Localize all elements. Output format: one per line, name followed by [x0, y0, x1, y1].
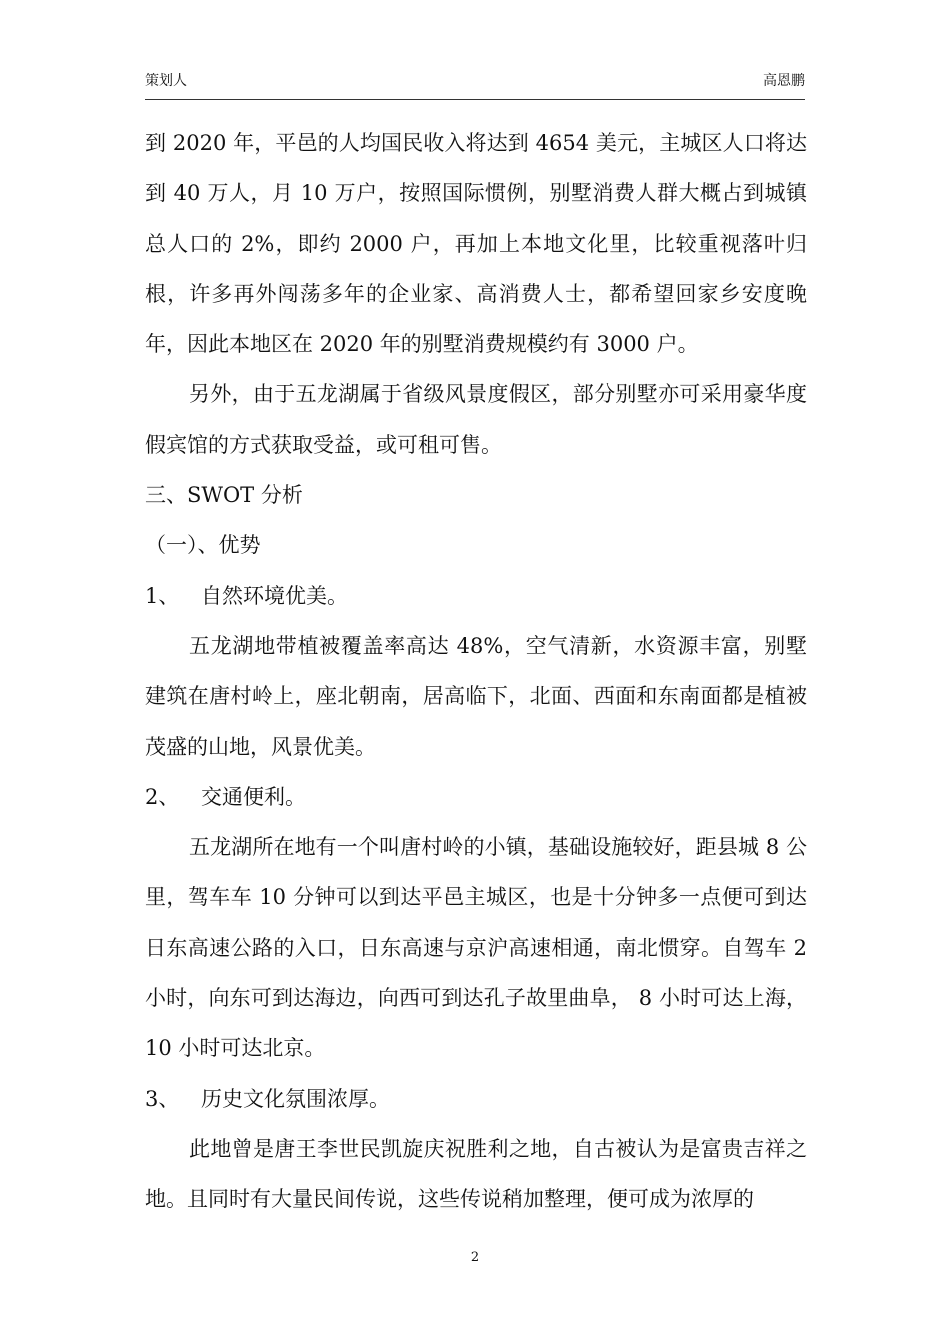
- list-item-1: [145, 571, 807, 621]
- document-body: [145, 118, 807, 1225]
- list-item-2-number: 2、: [145, 784, 180, 809]
- page-number: 2: [470, 1250, 480, 1265]
- list-item-1-number: 1、: [145, 583, 180, 608]
- paragraph-resort-option: 另外，由于五龙湖属于省级风景度假区，部分别墅亦可采用豪华度假宾馆的方式获取受益，或可租可售。: [145, 382, 807, 457]
- header-author-name: 高恩鹏: [763, 73, 805, 89]
- paragraph-consumer-scale: 到 2020 年，平邑的人均国民收入将达到 4654 美元，主城区人口将达到 40 万人，月 10 万户，按照国际惯例，别墅消费人群大概占到城镇总人口的 2%，即约 2000 户，再加上本地文化里，比较重视落叶归根，许多再外闯荡多年的企业家、高消费人士，都希望回家乡安度晚年，因此本地区在 2020 年的别墅消费规模约有 3000 户。: [145, 131, 807, 357]
- paragraph-natural-environment: 五龙湖地带植被覆盖率高达 48%，空气清新，水资源丰富，别墅建筑在唐村岭上，座北朝南，居高临下，北面、西面和东南面都是植被茂盛的山地，风景优美。: [145, 633, 807, 759]
- header-divider: [145, 99, 805, 100]
- list-item-1-label: 自然环境优美。: [201, 583, 348, 608]
- subsection-title-strengths: （一）、优势: [145, 533, 261, 558]
- list-item-2-label: 交通便利。: [201, 784, 306, 809]
- header-planner-label: 策划人: [145, 73, 187, 89]
- section-title-swot: 三、SWOT 分析: [145, 483, 303, 508]
- list-item-3-label: 历史文化氛围浓厚。: [201, 1086, 390, 1111]
- list-item-3: [145, 1074, 807, 1124]
- paragraph-transportation: 五龙湖所在地有一个叫唐村岭的小镇，基础设施较好，距县城 8 公里，驾车车 10 分钟可以到达平邑主城区，也是十分钟多一点便可到达日东高速公路的入口，日东高速与京沪高速相通，南北惯穿。自驾车 2 小时，向东可到达海边，向西可到达孔子故里曲阜， 8 小时可达上海，10 小时可达北京。: [145, 835, 807, 1061]
- list-item-2: [145, 772, 807, 822]
- page-header: [145, 70, 805, 92]
- paragraph-history-culture: 此地曾是唐王李世民凯旋庆祝胜利之地，自古被认为是富贵吉祥之地。且同时有大量民间传说，这些传说稍加整理，便可成为浓厚的: [145, 1136, 807, 1212]
- list-item-3-number: 3、: [145, 1086, 180, 1111]
